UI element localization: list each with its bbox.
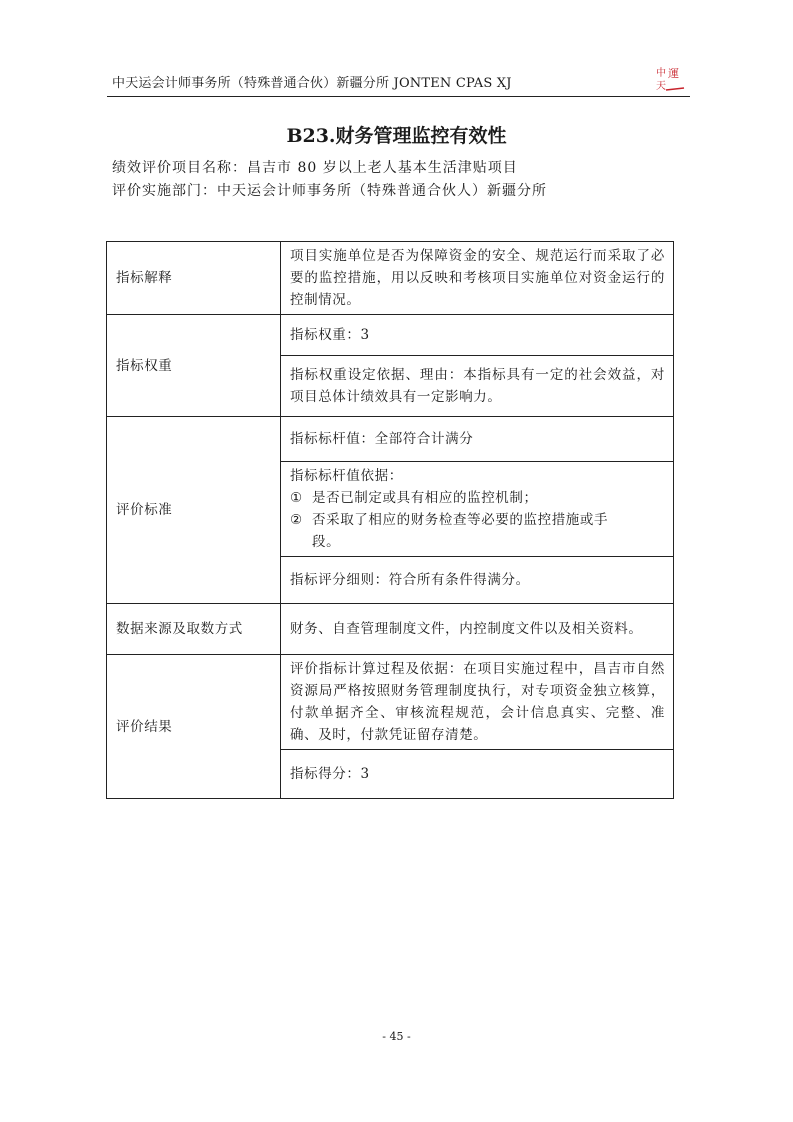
svg-text:中: 中 xyxy=(656,68,666,79)
evaluation-dept-line: 评价实施部门：中天运会计师事务所（特殊普通合伙人）新疆分所 xyxy=(112,183,547,199)
row-label: 指标权重 xyxy=(107,315,281,417)
scoring-rule: 指标评分细则：符合所有条件得满分。 xyxy=(281,557,674,604)
page-number: - 45 - xyxy=(382,1030,411,1043)
svg-text:天: 天 xyxy=(656,81,666,92)
benchmark-value: 指标标杆值：全部符合计满分 xyxy=(281,417,674,462)
indicator-table xyxy=(106,241,674,799)
weight-basis: 指标权重设定依据、理由：本指标具有一定的社会效益，对项目总体计绩效具有一定影响力。 xyxy=(281,356,674,417)
item-text-continued: 段。 xyxy=(312,534,341,550)
table-row xyxy=(107,242,674,315)
row-label: 评价标准 xyxy=(107,417,281,604)
basis-item xyxy=(290,509,665,531)
calculation-process: 评价指标计算过程及依据：在项目实施过程中，昌吉市自然资源局严格按照财务管理制度执行，对专项资金独立核算，付款单据齐全、审核流程规范，会计信息真实、完整、准确、及时，付款凭证留存清楚。 xyxy=(281,655,674,750)
benchmark-basis-title: 指标标杆值依据： xyxy=(290,468,403,484)
indicator-score: 指标得分：3 xyxy=(281,750,674,799)
row-content: 项目实施单位是否为保障资金的安全、规范运行而采取了必要的监控措施，用以反映和考核项目实施单位对资金运行的控制情况。 xyxy=(281,242,674,315)
row-label: 数据来源及取数方式 xyxy=(107,604,281,655)
page-header: 中天运会计师事务所（特殊普通合伙）新疆分所 JONTEN CPAS XJ xyxy=(112,76,512,91)
table-row xyxy=(107,655,674,750)
page-title: B23.财务管理监控有效性 xyxy=(286,125,507,147)
item-text: 是否已制定或具有相应的监控机制； xyxy=(312,490,538,506)
item-text: 否采取了相应的财务检查等必要的监控措施或手 xyxy=(312,512,609,528)
row-label: 评价结果 xyxy=(107,655,281,799)
item-marker: ② xyxy=(290,512,303,528)
row-label: 指标解释 xyxy=(107,242,281,315)
table-row xyxy=(107,417,674,462)
basis-item xyxy=(290,487,665,509)
benchmark-basis xyxy=(281,462,674,557)
project-name-line: 绩效评价项目名称：昌吉市 80 岁以上老人基本生活津贴项目 xyxy=(112,160,518,176)
firm-logo xyxy=(654,64,686,94)
table-row xyxy=(107,604,674,655)
weight-value: 指标权重：3 xyxy=(281,315,674,356)
table-row xyxy=(107,315,674,356)
row-content: 财务、自查管理制度文件，内控制度文件以及相关资料。 xyxy=(281,604,674,655)
svg-text:運: 運 xyxy=(668,67,679,80)
header-rule xyxy=(107,96,690,97)
item-marker: ① xyxy=(290,490,303,506)
